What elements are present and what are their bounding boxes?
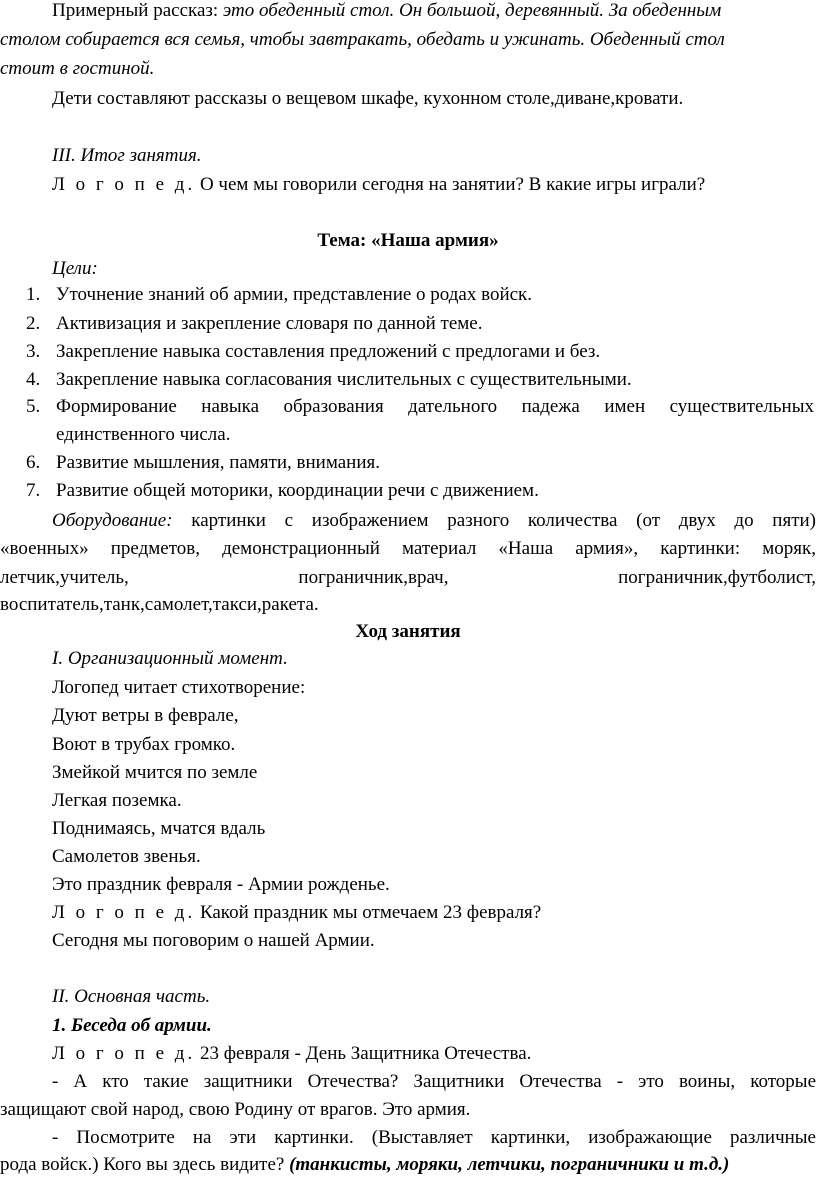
speaker-label: Л о г о п е д. — [52, 902, 196, 923]
pictures-answer: (танкисты, моряки, летчики, пограничники и т.д.) — [289, 1154, 730, 1175]
poem-line: Воют в трубах громко. — [52, 734, 236, 755]
speaker-label: Л о г о п е д. — [52, 1043, 196, 1064]
goal-number: 4. — [26, 369, 41, 390]
pictures-text: рода войск.) Кого вы здесь видите? — [0, 1154, 285, 1175]
summary-line — [52, 174, 816, 196]
summary-text: О чем мы говорили сегодня на занятии? В какие игры играли? — [199, 174, 706, 195]
pictures-line-1: - Посмотрите на эти картинки. (Выставляет картинки, изображающие различные — [52, 1127, 816, 1148]
speaker-label: Л о г о п е д. — [52, 174, 196, 195]
goal-text: единственного числа. — [56, 424, 231, 445]
goal-text: Закрепление навыка согласования числительных с существительными. — [56, 369, 632, 390]
poem-intro: Логопед читает стихотворение: — [52, 677, 306, 698]
intro-story-line-3: стоит в гостиной. — [0, 58, 155, 79]
defender-day-text: 23 февраля - День Защитника Отечества. — [199, 1043, 532, 1064]
goals-label: Цели: — [52, 258, 98, 279]
goal-number: 2. — [26, 313, 41, 334]
intro-story-text-1: это обеденный стол. Он большой, деревянный. За обеденным — [222, 0, 722, 21]
goal-text: Уточнение знаний об армии, представление о родах войск. — [56, 284, 533, 305]
goal-text: Развитие общей моторики, координации речи с движением. — [56, 480, 539, 501]
goal-text: Развитие мышления, памяти, внимания. — [56, 452, 381, 473]
poem-line: Самолетов звенья. — [52, 846, 201, 867]
children-stories: Дети составляют рассказы о вещевом шкафе, кухонном столе,диване,кровати. — [52, 88, 684, 109]
defenders-line-1: - А кто такие защитники Отечества? Защитники Отечества - это воины, которые — [52, 1071, 816, 1092]
equipment-line-2: «военных» предметов, демонстрационный материал «Наша армия», картинки: моряк, — [0, 538, 816, 559]
question-line — [52, 902, 816, 924]
question-text: Какой праздник мы отмечаем 23 февраля? — [199, 902, 542, 923]
goal-text: Закрепление навыка составления предложений с предлогами и без. — [56, 341, 601, 362]
org-moment-heading: I. Организационный момент. — [52, 648, 288, 669]
today-line: Сегодня мы поговорим о нашей Армии. — [52, 930, 375, 951]
goal-number: 5. — [26, 396, 41, 417]
main-part-heading: II. Основная часть. — [52, 986, 211, 1007]
poem-line: Легкая поземка. — [52, 790, 182, 811]
equipment-line-1 — [52, 510, 816, 532]
intro-story-label: Примерный рассказ: — [52, 0, 219, 21]
goal-number: 7. — [26, 480, 41, 501]
intro-story-line-2: столом собирается вся семья, чтобы завтракать, обедать и ужинать. Обеденный стол — [0, 29, 725, 50]
section-title: 1. Беседа об армии. — [52, 1015, 212, 1036]
poem-line: Дуют ветры в феврале, — [52, 705, 239, 726]
summary-heading: III. Итог занятия. — [52, 145, 202, 166]
goal-number: 3. — [26, 341, 41, 362]
goal-text: Формирование навыка образования дательного падежа имен существительных — [56, 396, 814, 417]
defender-day-line — [52, 1043, 816, 1065]
poem-line: Поднимаясь, мчатся вдаль — [52, 818, 266, 839]
poem-line: Змейкой мчится по земле — [52, 762, 258, 783]
goal-number: 6. — [26, 452, 41, 473]
lesson-heading: Ход занятия — [355, 621, 461, 642]
equipment-line-3: летчик,учитель, пограничник,врач, пограничник,футболист, — [0, 567, 816, 588]
poem-line: Это праздник февраля - Армии рожденье. — [52, 874, 390, 895]
equipment-line-4: воспитатель,танк,самолет,такси,ракета. — [0, 594, 319, 615]
pictures-line-2 — [0, 1154, 816, 1176]
equipment-label: Оборудование: — [52, 510, 173, 531]
goal-text: Активизация и закрепление словаря по данной теме. — [56, 313, 483, 334]
topic-title: Тема: «Наша армия» — [317, 230, 499, 251]
equipment-text-1: картинки с изображением разного количества (от двух до пяти) — [191, 510, 816, 531]
intro-story-line-1 — [52, 0, 816, 22]
defenders-line-2: защищают свой народ, свою Родину от врагов. Это армия. — [0, 1099, 471, 1120]
goal-number: 1. — [26, 284, 41, 305]
